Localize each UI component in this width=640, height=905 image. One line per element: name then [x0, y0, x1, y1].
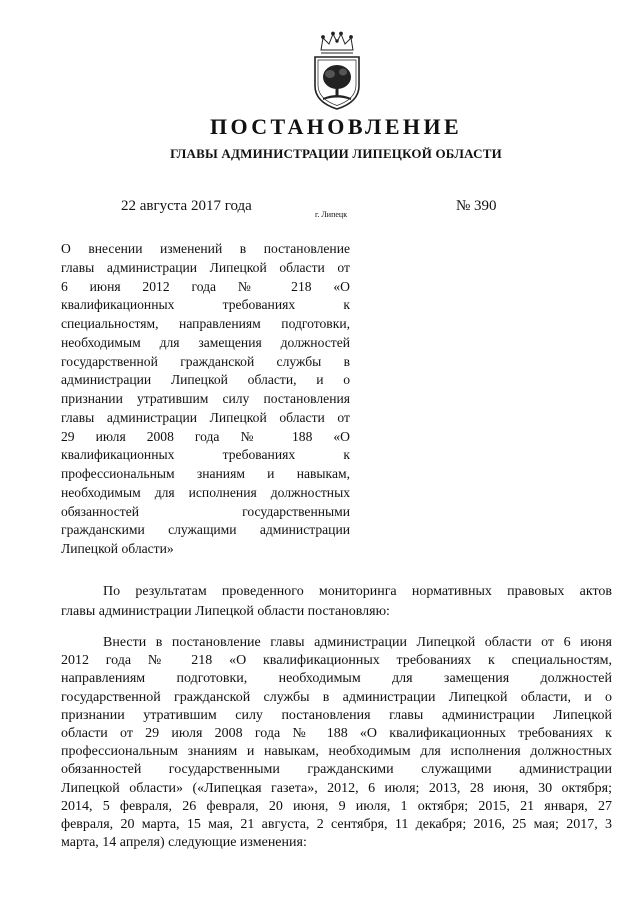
- heading-line: обязанностей государственными: [61, 503, 350, 519]
- heading-line: профессиональным знаниям и навыкам,: [61, 466, 350, 481]
- heading-line: квалификационных требованиях к: [61, 447, 350, 463]
- paragraph-line: 2012 года № 218 «О квалификационных требованиях к специальностям,: [61, 653, 612, 669]
- document-number: № 390: [456, 198, 497, 214]
- heading-line: 29 июля 2008 года № 188 «О: [61, 428, 350, 444]
- document-issuer: ГЛАВЫ АДМИНИСТРАЦИИ ЛИПЕЦКОЙ ОБЛАСТИ: [170, 146, 502, 161]
- heading-line: необходимым для замещения должностей: [61, 334, 350, 350]
- heading-line: 6 июня 2012 года № 218 «О: [61, 278, 350, 294]
- heading-line: квалификационных требованиях к: [61, 297, 350, 313]
- document-heading: [61, 240, 350, 559]
- heading-line: гражданскими служащими администрации: [61, 522, 350, 538]
- paragraph-line: Липецкой области» («Липецкая газета», 2012, 6 июля; 2013, 28 июня, 30 октября;: [61, 780, 612, 796]
- paragraph-line: главы администрации Липецкой области постановляю:: [61, 604, 390, 619]
- paragraph-line: профессиональным знаниям и навыкам, необходимым для исполнения должностных: [61, 744, 612, 760]
- heading-line: О внесении изменений в постановление: [61, 241, 350, 256]
- paragraph-line: области от 29 июля 2008 года № 188 «О квалификационных требованиях к: [61, 725, 612, 741]
- paragraph-line: марта, 14 апреля) следующие изменения:: [61, 835, 307, 851]
- document-title: ПОСТАНОВЛЕНИЕ: [209, 114, 463, 139]
- resolution-paragraph: [61, 634, 612, 852]
- paragraph-line: 2014, 5 февраля, 26 февраля, 20 июня, 9 июля, 1 октября; 2015, 21 января, 27: [61, 798, 612, 814]
- preamble-paragraph: [61, 582, 612, 622]
- heading-line: администрации Липецкой области, и о: [61, 372, 350, 388]
- heading-line: государственной гражданской службы в: [61, 353, 350, 369]
- paragraph-line: Внести в постановление главы администрации Липецкой области от 6 июня: [103, 635, 612, 650]
- document-date: 22 августа 2017 года: [121, 198, 252, 214]
- document-city: г. Липецк: [315, 210, 348, 219]
- paragraph-line: обязанностей государственными гражданскими служащими администрации: [61, 762, 612, 778]
- paragraph-line: государственной гражданской службы в администрации Липецкой области, и о: [61, 689, 612, 705]
- heading-line: необходимым для исполнения должностных: [61, 484, 350, 500]
- heading-line: специальностям, направлениям подготовки,: [61, 316, 350, 331]
- lipetsk-coat-of-arms-icon: [309, 30, 365, 112]
- paragraph-line: февраля, 20 марта, 15 мая, 21 августа, 2 сентября, 11 декабря; 2016, 25 мая; 2017, 3: [61, 816, 612, 832]
- heading-line: главы администрации Липецкой области от: [61, 259, 350, 275]
- heading-line: Липецкой области»: [61, 541, 174, 556]
- heading-line: признании утратившим силу постановления: [61, 391, 350, 406]
- paragraph-line: направлениям подготовки, необходимым для замещения должностей: [61, 671, 612, 687]
- paragraph-line: признании утратившим силу постановления главы администрации Липецкой: [61, 707, 612, 723]
- heading-line: главы администрации Липецкой области от: [61, 409, 350, 425]
- paragraph-line: По результатам проведенного мониторинга нормативных правовых актов: [103, 584, 612, 599]
